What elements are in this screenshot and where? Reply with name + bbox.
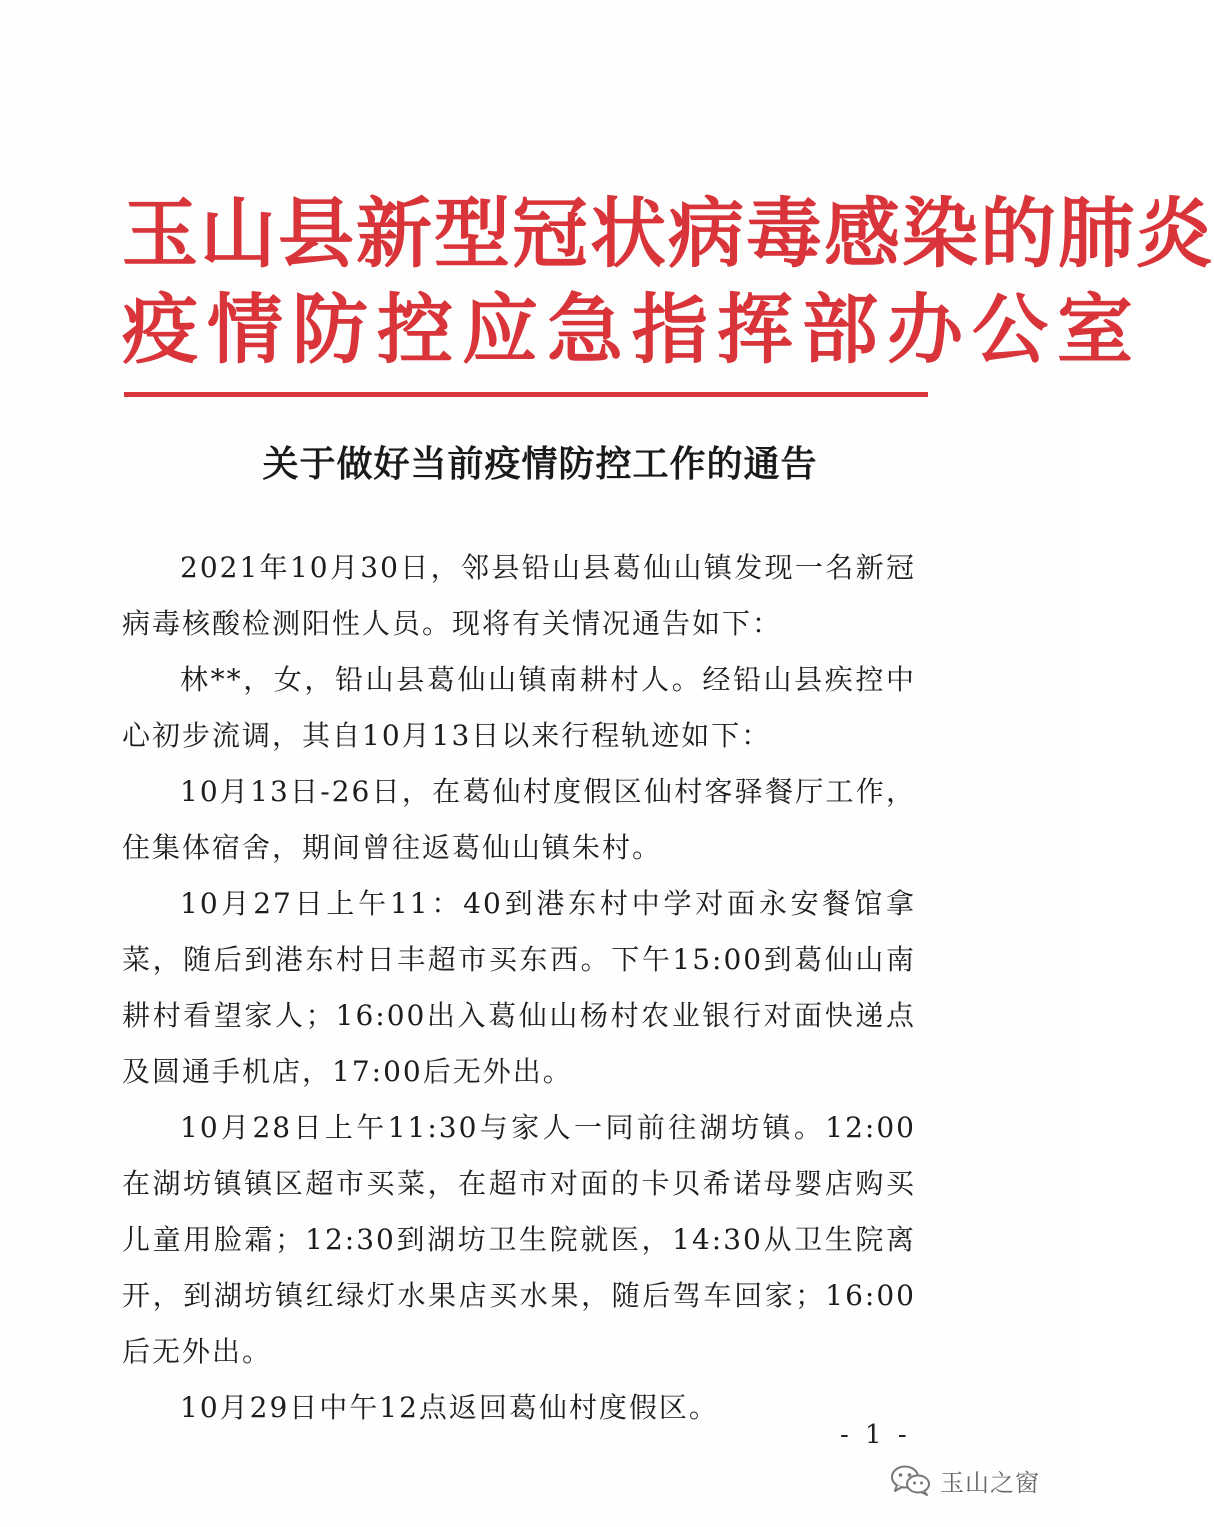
watermark-text: 玉山之窗	[940, 1468, 1040, 1497]
body-paragraph: 10月13日-26日，在葛仙村度假区仙村客驿餐厅工作，住集体宿舍，期间曾往返葛仙山镇朱村。	[122, 775, 916, 864]
body-paragraph: 10月29日中午12点返回葛仙村度假区。	[180, 1391, 719, 1424]
body-paragraph: 10月28日上午11:30与家人一同前往湖坊镇。12:00在湖坊镇镇区超市买菜，在超市对面的卡贝希诺母婴店购买儿童用脸霜；12:30到湖坊卫生院就医，14:30从卫生院离开，到湖坊镇红绿灯水果店买水果，随后驾车回家；16:00后无外出。	[122, 1111, 916, 1368]
body-paragraph: 2021年10月30日，邻县铅山县葛仙山镇发现一名新冠病毒核酸检测阳性人员。现将有关情况通告如下：	[122, 551, 916, 640]
notice-title: 关于做好当前疫情防控工作的通告	[262, 444, 818, 485]
body-paragraph: 10月27日上午11：40到港东村中学对面永安餐馆拿菜，随后到港东村日丰超市买东西。下午15:00到葛仙山南耕村看望家人；16:00出入葛仙山杨村农业银行对面快递点及圆通手机店，17:00后无外出。	[122, 887, 916, 1088]
issuing-authority-header	[122, 186, 1214, 378]
page-number: - 1 -	[840, 1420, 911, 1450]
wechat-watermark	[890, 1462, 1040, 1498]
wechat-icon	[890, 1464, 932, 1496]
notice-body	[122, 540, 916, 1436]
header-line-2: 疫情防控应急指挥部办公室	[122, 285, 1142, 374]
red-divider-rule	[124, 392, 928, 397]
body-paragraph: 林**，女，铅山县葛仙山镇南耕村人。经铅山县疾控中心初步流调，其自10月13日以来行程轨迹如下：	[122, 663, 916, 752]
header-line-1: 玉山县新型冠状病毒感染的肺炎	[122, 189, 1214, 278]
